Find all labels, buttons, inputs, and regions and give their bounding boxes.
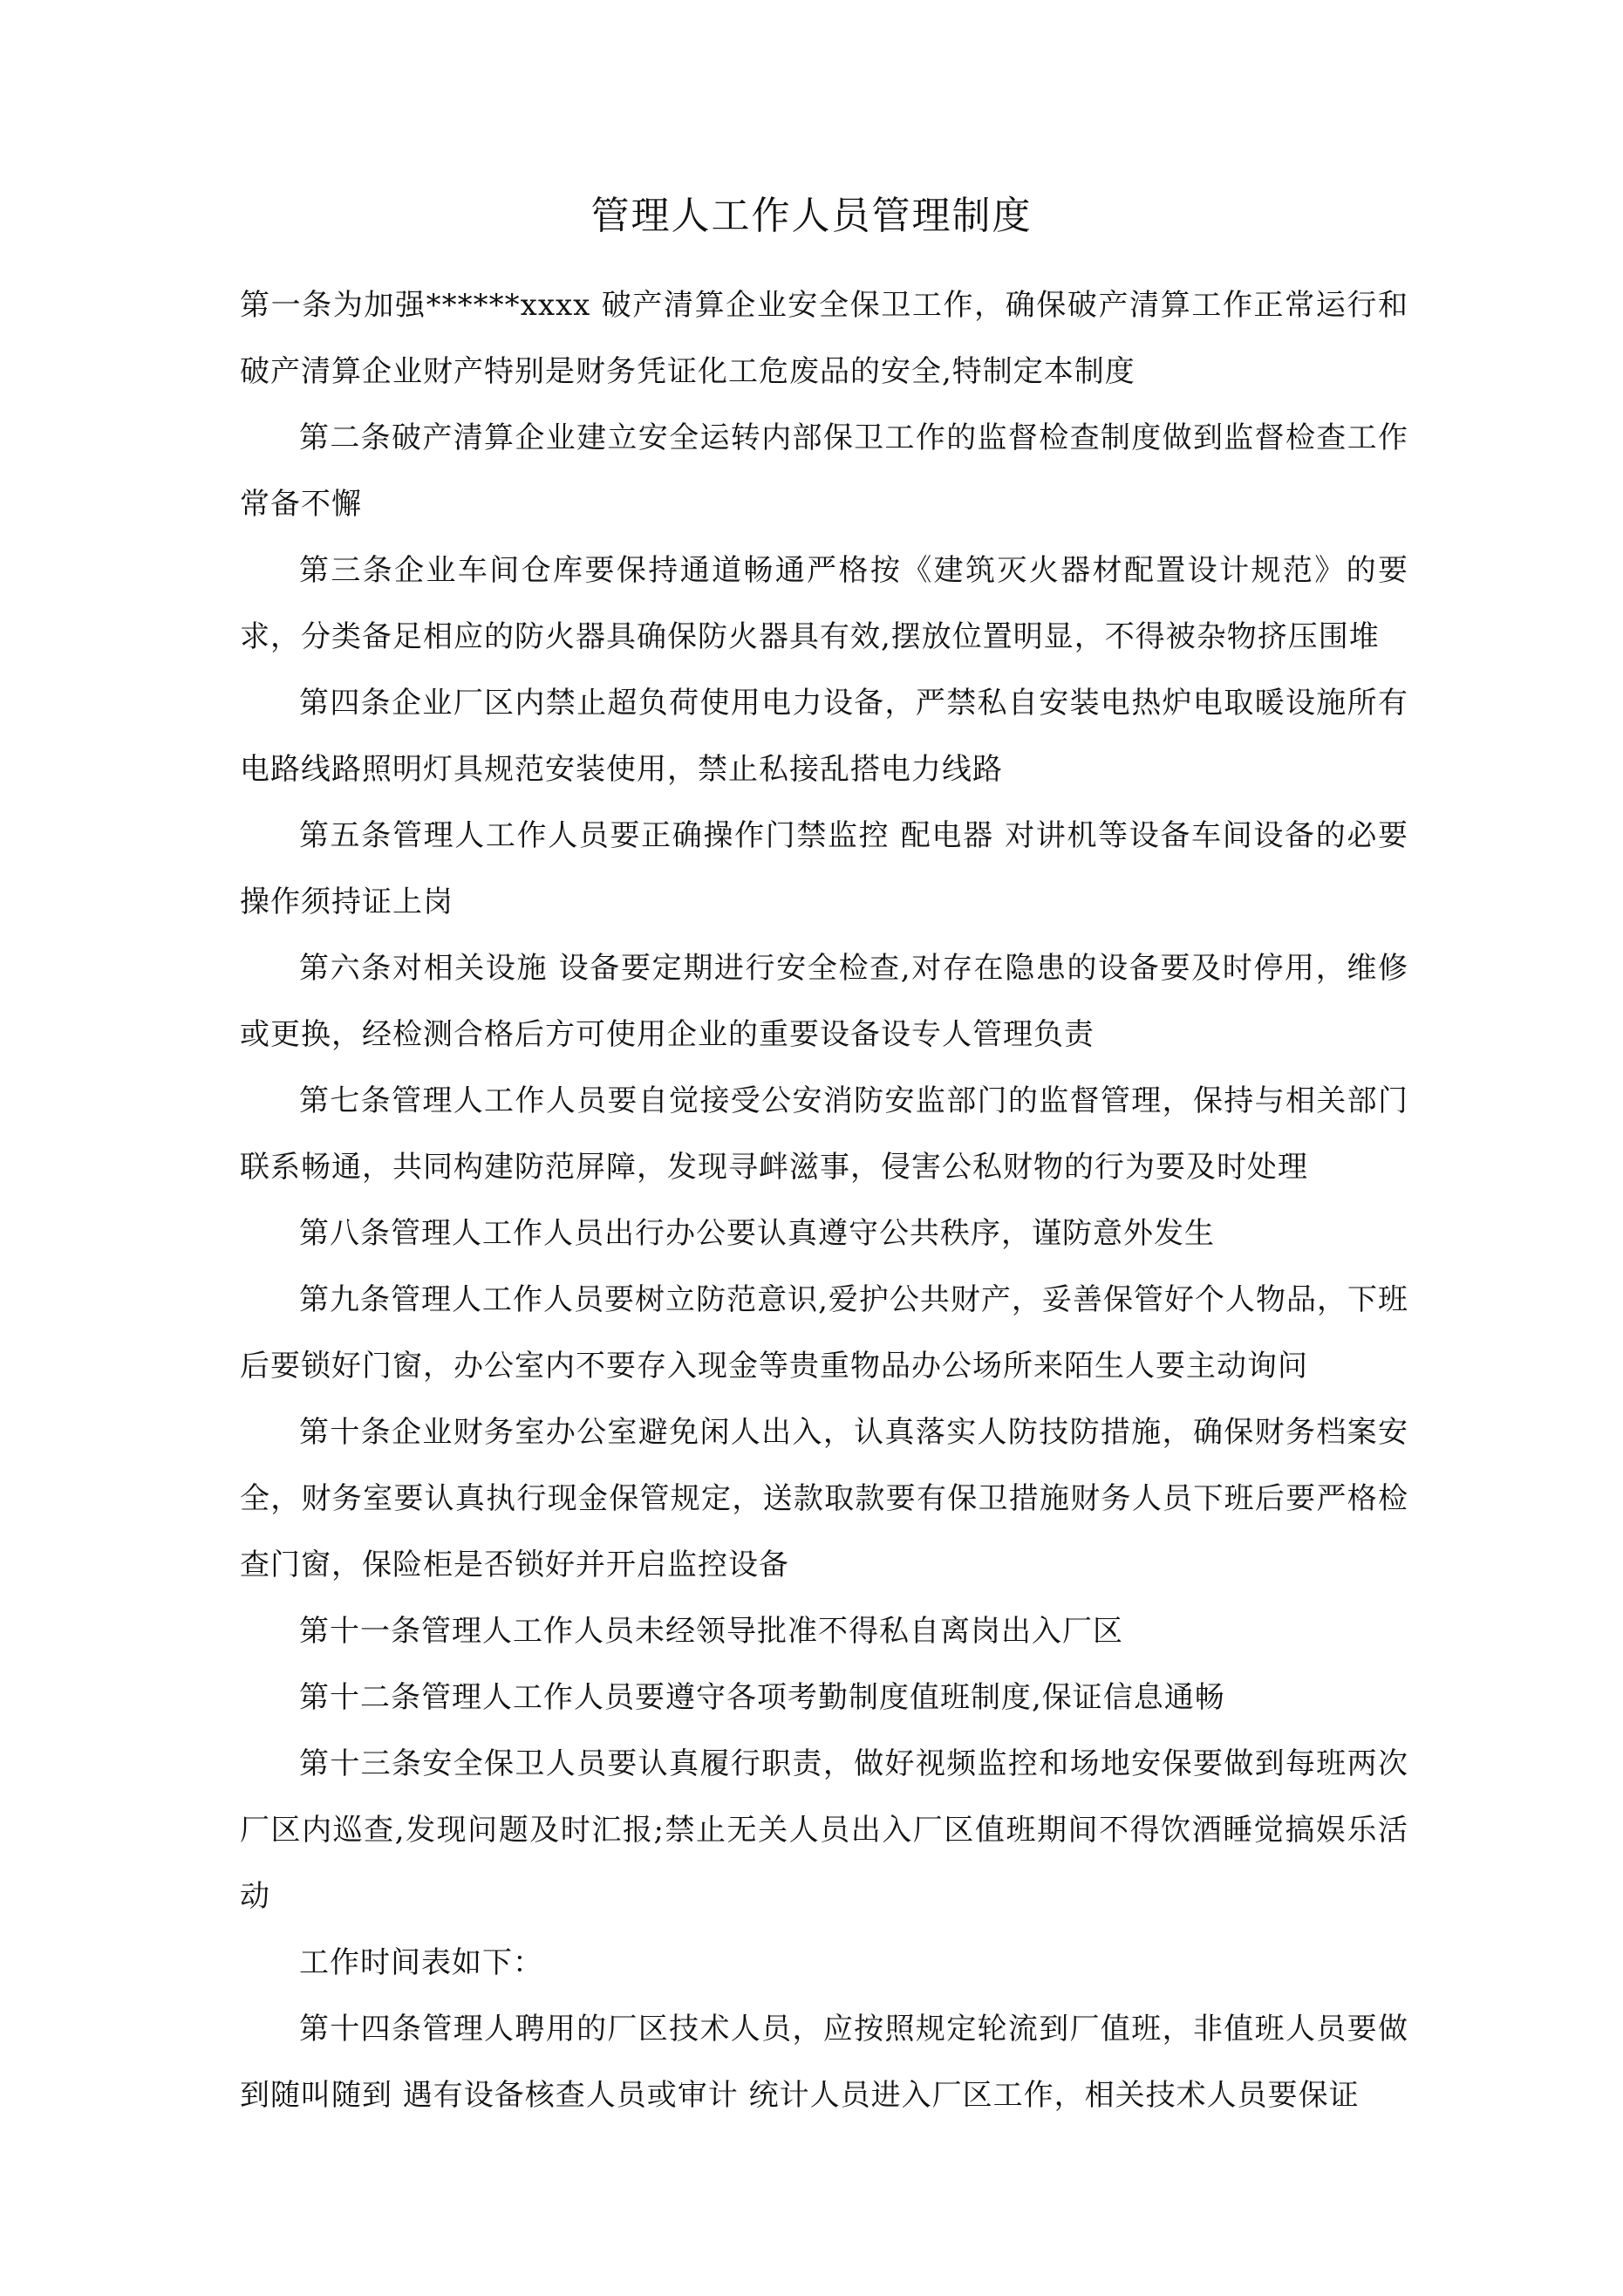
schedule-heading: 工作时间表如下：: [299, 1945, 543, 1980]
article-1: 第一条为加强******xxxx 破产清算企业安全保卫工作，确保破产清算工作正常运行和破产清算企业财产特别是财务凭证化工危废品的安全,特制定本制度: [240, 288, 1408, 389]
article-6: 第六条对相关设施 设备要定期进行安全检查,对存在隐患的设备要及时停用，维修或更换，经检测合格后方可使用企业的重要设备设专人管理负责: [240, 951, 1408, 1052]
article-14: 第十四条管理人聘用的厂区技术人员，应按照规定轮流到厂值班，非值班人员要做到随叫随到 遇有设备核查人员或审计 统计人员进入厂区工作，相关技术人员要保证: [240, 2012, 1408, 2113]
article-3: 第三条企业车间仓库要保持通道畅通严格按《建筑灭火器材配置设计规范》的要求，分类备足相应的防火器具确保防火器具有效,摆放位置明显，不得被杂物挤压围堆: [240, 553, 1408, 654]
article-12: 第十二条管理人工作人员要遵守各项考勤制度值班制度,保证信息通畅: [299, 1680, 1225, 1715]
article-10: 第十条企业财务室办公室避免闲人出入，认真落实人防技防措施，确保财务档案安全，财务室要认真执行现金保管规定，送款取款要有保卫措施财务人员下班后要严格检查门窗，保险柜是否锁好并开启监控设备: [240, 1415, 1408, 1582]
document-body: [240, 272, 1408, 2129]
article-7: 第七条管理人工作人员要自觉接受公安消防安监部门的监督管理，保持与相关部门联系畅通，共同构建防范屏障，发现寻衅滋事，侵害公私财物的行为要及时处理: [240, 1083, 1408, 1185]
article-8: 第八条管理人工作人员出行办公要认真遵守公共秩序，谨防意外发生: [299, 1216, 1215, 1251]
article-5: 第五条管理人工作人员要正确操作门禁监控 配电器 对讲机等设备车间设备的必要操作须持证上岗: [240, 818, 1408, 919]
article-9: 第九条管理人工作人员要树立防范意识,爱护公共财产，妥善保管好个人物品，下班后要锁好门窗，办公室内不要存入现金等贵重物品办公场所来陌生人要主动询问: [240, 1282, 1408, 1384]
document-title: 管理人工作人员管理制度: [590, 194, 1033, 238]
article-11: 第十一条管理人工作人员未经领导批准不得私自离岗出入厂区: [299, 1614, 1123, 1649]
article-4: 第四条企业厂区内禁止超负荷使用电力设备，严禁私自安装电热炉电取暖设施所有电路线路照明灯具规范安装使用，禁止私接乱搭电力线路: [240, 686, 1408, 787]
article-2: 第二条破产清算企业建立安全运转内部保卫工作的监督检查制度做到监督检查工作常备不懈: [240, 420, 1408, 522]
article-13: 第十三条安全保卫人员要认真履行职责，做好视频监控和场地安保要做到每班两次厂区内巡查,发现问题及时汇报;禁止无关人员出入厂区值班期间不得饮酒睡觉搞娱乐活动: [240, 1746, 1408, 1914]
